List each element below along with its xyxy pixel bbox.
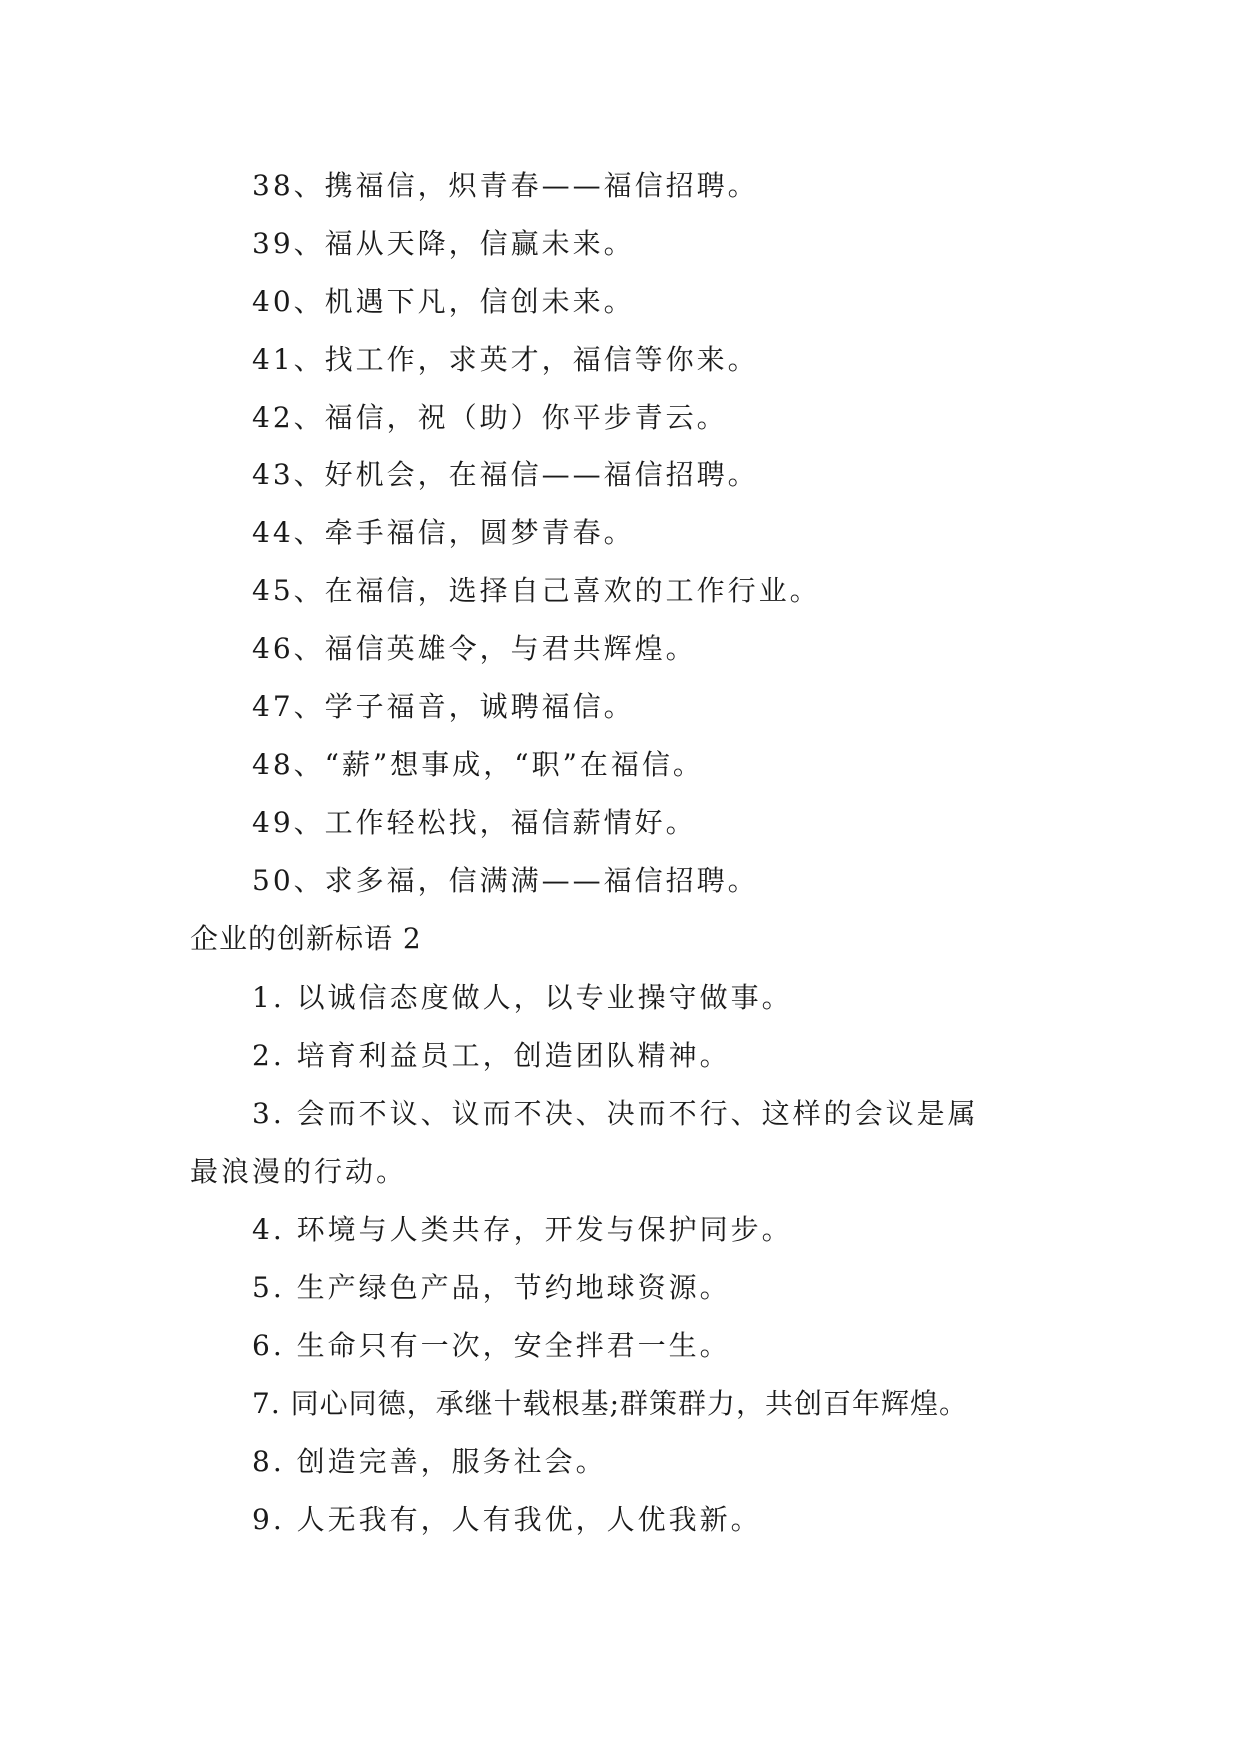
- slogan-line-43: 43、好机会，在福信——福信招聘。: [252, 458, 759, 491]
- section-heading: 企业的创新标语 2: [190, 922, 422, 955]
- slogan-line-40: 40、机遇下凡，信创未来。: [252, 285, 635, 318]
- slogan-line-3: 3. 会而不议、议而不决、决而不行、这样的会议是属: [252, 1097, 979, 1130]
- slogan-line-39: 39、福从天降，信赢未来。: [252, 227, 635, 260]
- slogan-line-47: 47、学子福音，诚聘福信。: [252, 690, 635, 723]
- slogan-line-49: 49、工作轻松找，福信薪情好。: [252, 806, 697, 839]
- slogan-line-44: 44、牵手福信，圆梦青春。: [252, 516, 635, 549]
- slogan-line-9: 9. 人无我有，人有我优，人优我新。: [252, 1503, 762, 1536]
- slogan-line-46: 46、福信英雄令，与君共辉煌。: [252, 632, 697, 665]
- slogan-line-5: 5. 生产绿色产品，节约地球资源。: [252, 1271, 731, 1304]
- slogan-line-8: 8. 创造完善，服务社会。: [252, 1445, 607, 1478]
- slogan-line-45: 45、在福信，选择自己喜欢的工作行业。: [252, 574, 821, 607]
- slogan-line-2: 2. 培育利益员工，创造团队精神。: [252, 1039, 731, 1072]
- slogan-line-3-continued: 最浪漫的行动。: [190, 1155, 408, 1188]
- slogan-line-41: 41、找工作，求英才，福信等你来。: [252, 343, 759, 376]
- slogan-line-7: 7. 同心同德，承继十载根基;群策群力，共创百年辉煌。: [252, 1387, 969, 1420]
- slogan-line-1: 1. 以诚信态度做人，以专业操守做事。: [252, 981, 793, 1014]
- slogan-line-4: 4. 环境与人类共存，开发与保护同步。: [252, 1213, 793, 1246]
- slogan-line-6: 6. 生命只有一次，安全拌君一生。: [252, 1329, 731, 1362]
- slogan-line-48: 48、“薪”想事成，“职”在福信。: [252, 748, 704, 781]
- slogan-line-50: 50、求多福，信满满——福信招聘。: [252, 864, 759, 897]
- slogan-line-42: 42、福信，祝（助）你平步青云。: [252, 401, 728, 434]
- slogan-line-38: 38、携福信，炽青春——福信招聘。: [252, 169, 759, 202]
